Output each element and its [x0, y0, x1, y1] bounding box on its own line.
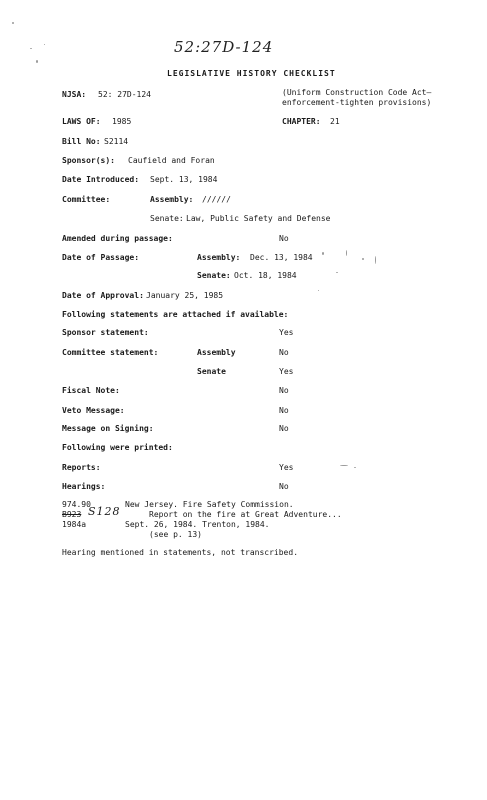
- bill-no-value: S2114: [104, 137, 129, 146]
- veto-message-label: Veto Message:: [62, 406, 125, 415]
- fiscal-note-value: No: [279, 386, 289, 395]
- amended-value: No: [279, 234, 289, 243]
- hearings-label: Hearings:: [62, 482, 106, 491]
- passage-label: Date of Passage:: [62, 253, 140, 262]
- approval-value: January 25, 1985: [146, 291, 224, 300]
- committee-assembly-value: //////: [202, 195, 231, 204]
- scan-speck: [375, 256, 376, 264]
- passage-assembly-label: Assembly:: [197, 253, 241, 262]
- scan-speck: [322, 252, 324, 255]
- reference-call-number-2-struck: B923: [62, 510, 82, 519]
- reference-call-number-3: 1984a: [62, 520, 87, 529]
- scan-speck: [346, 250, 347, 256]
- attached-heading: Following statements are attached if available:: [62, 310, 289, 319]
- date-introduced-value: Sept. 13, 1984: [150, 175, 218, 184]
- hearings-value: No: [279, 482, 289, 491]
- scan-speck: [318, 290, 319, 291]
- scan-speck: [354, 467, 356, 468]
- scan-speck: [340, 465, 348, 466]
- reference-text-2: Report on the fire at Great Adventure...: [149, 510, 342, 519]
- reference-call-number-1: 974.90: [62, 500, 91, 509]
- chapter-value: 21: [330, 117, 340, 126]
- committee-statement-label: Committee statement:: [62, 348, 159, 357]
- passage-senate-value: Oct. 18, 1984: [234, 271, 297, 280]
- sponsor-statement-label: Sponsor statement:: [62, 328, 149, 337]
- scan-speck: [44, 44, 45, 45]
- date-introduced-label: Date Introduced:: [62, 175, 140, 184]
- reference-text-4: (see p. 13): [149, 530, 202, 539]
- sponsors-label: Sponsor(s):: [62, 156, 115, 165]
- handwritten-statute-number: 52:27D-124: [174, 38, 274, 56]
- scan-speck: [362, 258, 364, 260]
- fiscal-note-label: Fiscal Note:: [62, 386, 120, 395]
- sponsors-value: Caufield and Foran: [128, 156, 215, 165]
- reference-text-1: New Jersey. Fire Safety Commission.: [125, 500, 294, 509]
- veto-message-value: No: [279, 406, 289, 415]
- laws-of-label: LAWS OF:: [62, 117, 101, 126]
- scan-speck: [30, 48, 32, 49]
- committee-label: Committee:: [62, 195, 111, 204]
- njsa-value: 52: 27D-124: [98, 90, 151, 99]
- scan-speck: [336, 272, 338, 273]
- scan-speck: [36, 60, 38, 63]
- page-title: LEGISLATIVE HISTORY CHECKLIST: [167, 69, 336, 78]
- committee-statement-assembly-label: Assembly: [197, 348, 236, 357]
- chapter-label: CHAPTER:: [282, 117, 321, 126]
- bill-no-label: Bill No:: [62, 137, 101, 146]
- reference-text-3: Sept. 26, 1984. Trenton, 1984.: [125, 520, 270, 529]
- committee-statement-senate-value: Yes: [279, 367, 294, 376]
- reference-call-number-2-handwritten: S128: [88, 505, 121, 518]
- njsa-label: NJSA:: [62, 90, 87, 99]
- amended-label: Amended during passage:: [62, 234, 173, 243]
- approval-label: Date of Approval:: [62, 291, 144, 300]
- committee-senate-value: Law, Public Safety and Defense: [186, 214, 331, 223]
- act-description-line2: enforcement-tighten provisions): [282, 98, 432, 107]
- committee-statement-assembly-value: No: [279, 348, 289, 357]
- laws-of-value: 1985: [112, 117, 132, 126]
- scan-speck: [12, 22, 14, 24]
- reports-label: Reports:: [62, 463, 101, 472]
- committee-assembly-label: Assembly:: [150, 195, 194, 204]
- sponsor-statement-value: Yes: [279, 328, 294, 337]
- footer-note: Hearing mentioned in statements, not transcribed.: [62, 548, 299, 557]
- passage-senate-label: Senate:: [197, 271, 231, 280]
- passage-assembly-value: Dec. 13, 1984: [250, 253, 313, 262]
- committee-statement-senate-label: Senate: [197, 367, 226, 376]
- message-signing-value: No: [279, 424, 289, 433]
- act-description-line1: (Uniform Construction Code Act—: [282, 88, 432, 97]
- printed-heading: Following were printed:: [62, 443, 173, 452]
- reports-value: Yes: [279, 463, 294, 472]
- committee-senate-label: Senate:: [150, 214, 184, 223]
- message-signing-label: Message on Signing:: [62, 424, 154, 433]
